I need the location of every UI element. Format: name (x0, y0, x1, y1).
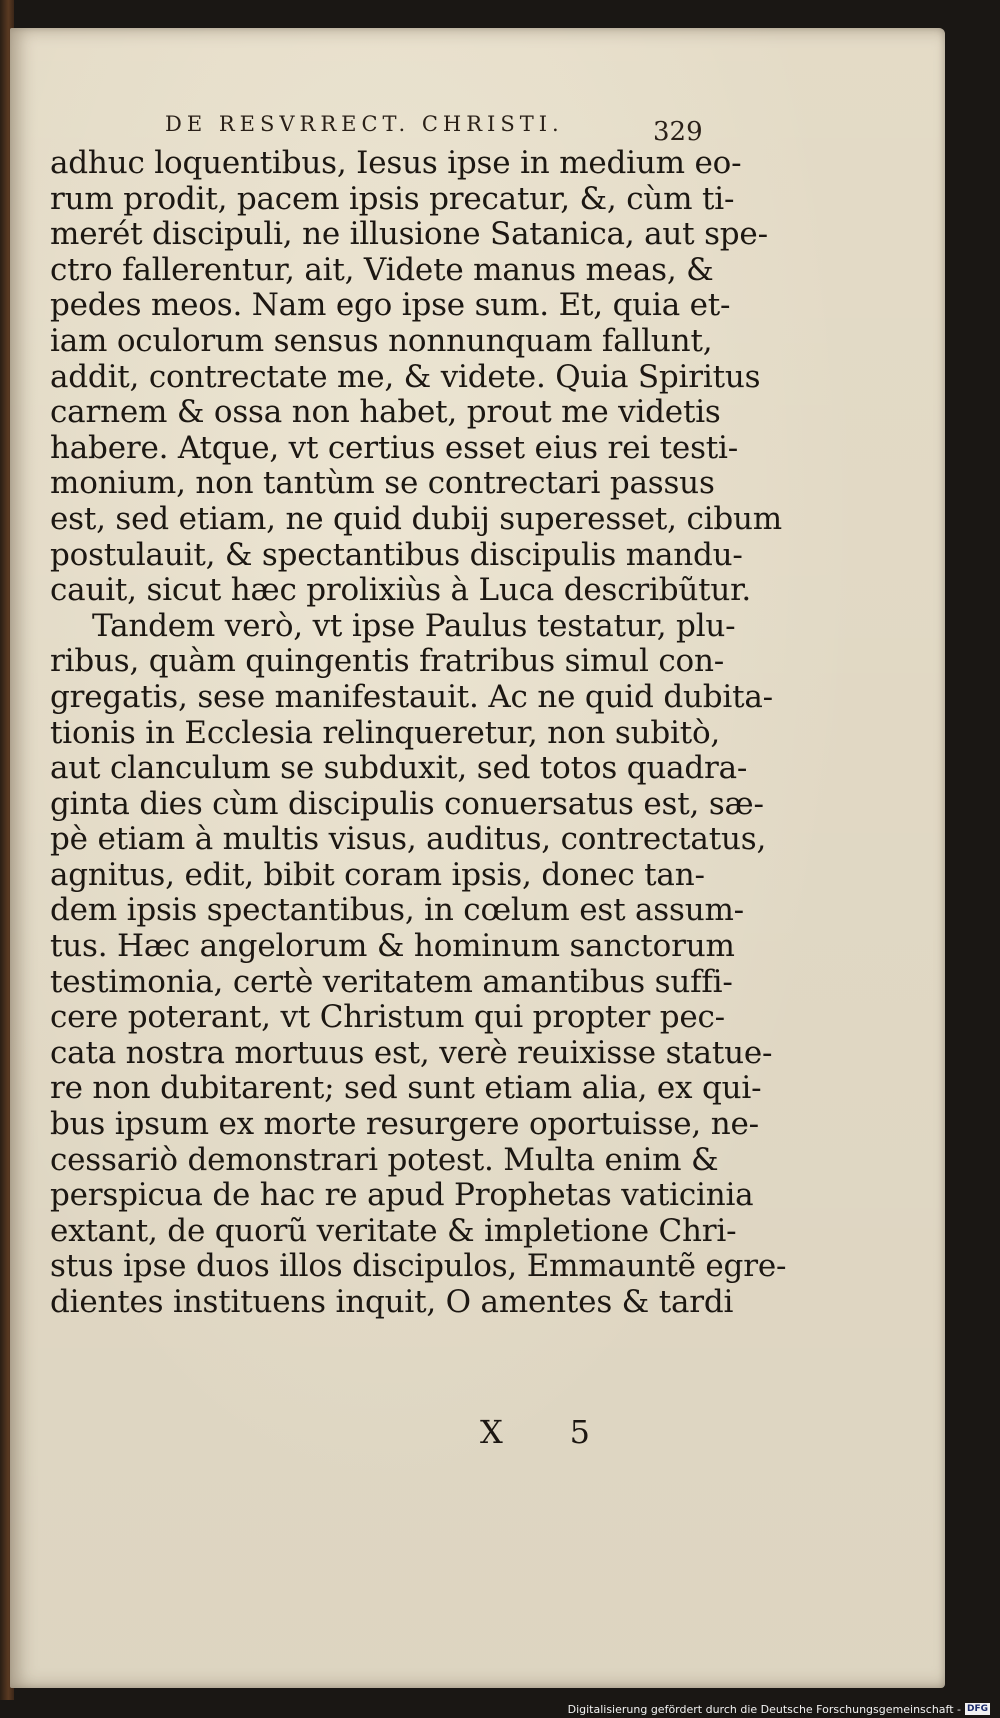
text-line: adhuc loquentibus, Iesus ipse in medium eo- (50, 145, 742, 181)
digitization-credit (568, 1702, 990, 1716)
text-line: iam oculorum sensus nonnunquam fallunt, (50, 322, 713, 359)
text-line: carnem & ossa non habet, prout me videtis (50, 394, 721, 431)
text-line: postulauit, & spectantibus discipulis mandu- (50, 536, 743, 573)
book-page (10, 28, 945, 1688)
text-line: perspicua de hac re apud Prophetas vaticinia (50, 1177, 754, 1214)
text-line: monium, non tantùm se contrectari passus (50, 465, 715, 502)
text-line: cata nostra mortuus est, verè reuixisse statue- (50, 1034, 773, 1071)
text-line: aut clanculum se subduxit, sed totos quadra- (50, 750, 748, 787)
text-line: cessariò demonstrari potest. Multa enim & (50, 1141, 719, 1178)
text-line: dem ipsis spectantibus, in cœlum est assum- (50, 892, 744, 929)
signature-number: 5 (569, 1413, 590, 1451)
text-line: rum prodit, pacem ipsis precatur, &, cùm ti- (50, 180, 735, 217)
text-line: pè etiam à multis visus, auditus, contrectatus, (50, 821, 767, 858)
text-line: pedes meos. Nam ego ipse sum. Et, quia et- (50, 287, 731, 324)
signature-mark (480, 1413, 590, 1451)
text-line: tus. Hæc angelorum & hominum sanctorum (50, 928, 735, 965)
text-line: cere poterant, vt Christum qui propter pec- (50, 999, 725, 1036)
text-line: bus ipsum ex morte resurgere oportuisse, ne- (50, 1106, 759, 1143)
text-line: ribus, quàm quingentis fratribus simul con- (50, 643, 725, 680)
text-line: habere. Atque, vt certius esset eius rei testi- (50, 429, 739, 466)
text-line: cauit, sicut hæc prolixiùs à Luca describũtur. (50, 572, 752, 609)
signature-letter: X (480, 1413, 503, 1451)
text-line: tionis in Ecclesia relinqueretur, non subitò, (50, 714, 721, 751)
text-line: agnitus, edit, bibit coram ipsis, donec tan- (50, 856, 705, 893)
text-line: gregatis, sese manifestauit. Ac ne quid dubita- (50, 678, 773, 715)
text-line: ctro fallerentur, ait, Videte manus meas, & (50, 251, 714, 288)
text-line: testimonia, certè veritatem amantibus suffi- (50, 963, 733, 1000)
text-line: re non dubitarent; sed sunt etiam alia, ex qui- (50, 1070, 762, 1107)
running-head: DE RESVRRECT. CHRISTI. (165, 112, 564, 136)
credit-text: Digitalisierung gefördert durch die Deutsche Forschungsgemeinschaft - (567, 1702, 961, 1716)
body-text (50, 145, 787, 1321)
text-line: stus ipse duos illos discipulos, Emmauntẽ egre- (50, 1248, 787, 1285)
dfg-logo: DFG (966, 1704, 988, 1714)
page-number: 329 (653, 117, 703, 147)
text-line: est, sed etiam, ne quid dubij superesset, cibum (50, 500, 782, 537)
text-line: merét discipuli, ne illusione Satanica, aut spe- (50, 216, 768, 253)
text-line-paragraph-start: Tandem verò, vt ipse Paulus testatur, plu- (92, 607, 736, 644)
text-line: extant, de quorũ veritate & impletione Chri- (50, 1212, 737, 1249)
text-line: addit, contrectate me, & videte. Quia Spiritus (50, 358, 761, 395)
text-line: ginta dies cùm discipulis conuersatus est, sæ- (50, 785, 764, 822)
text-line: dientes instituens inquit, O amentes & tardi (50, 1284, 734, 1320)
